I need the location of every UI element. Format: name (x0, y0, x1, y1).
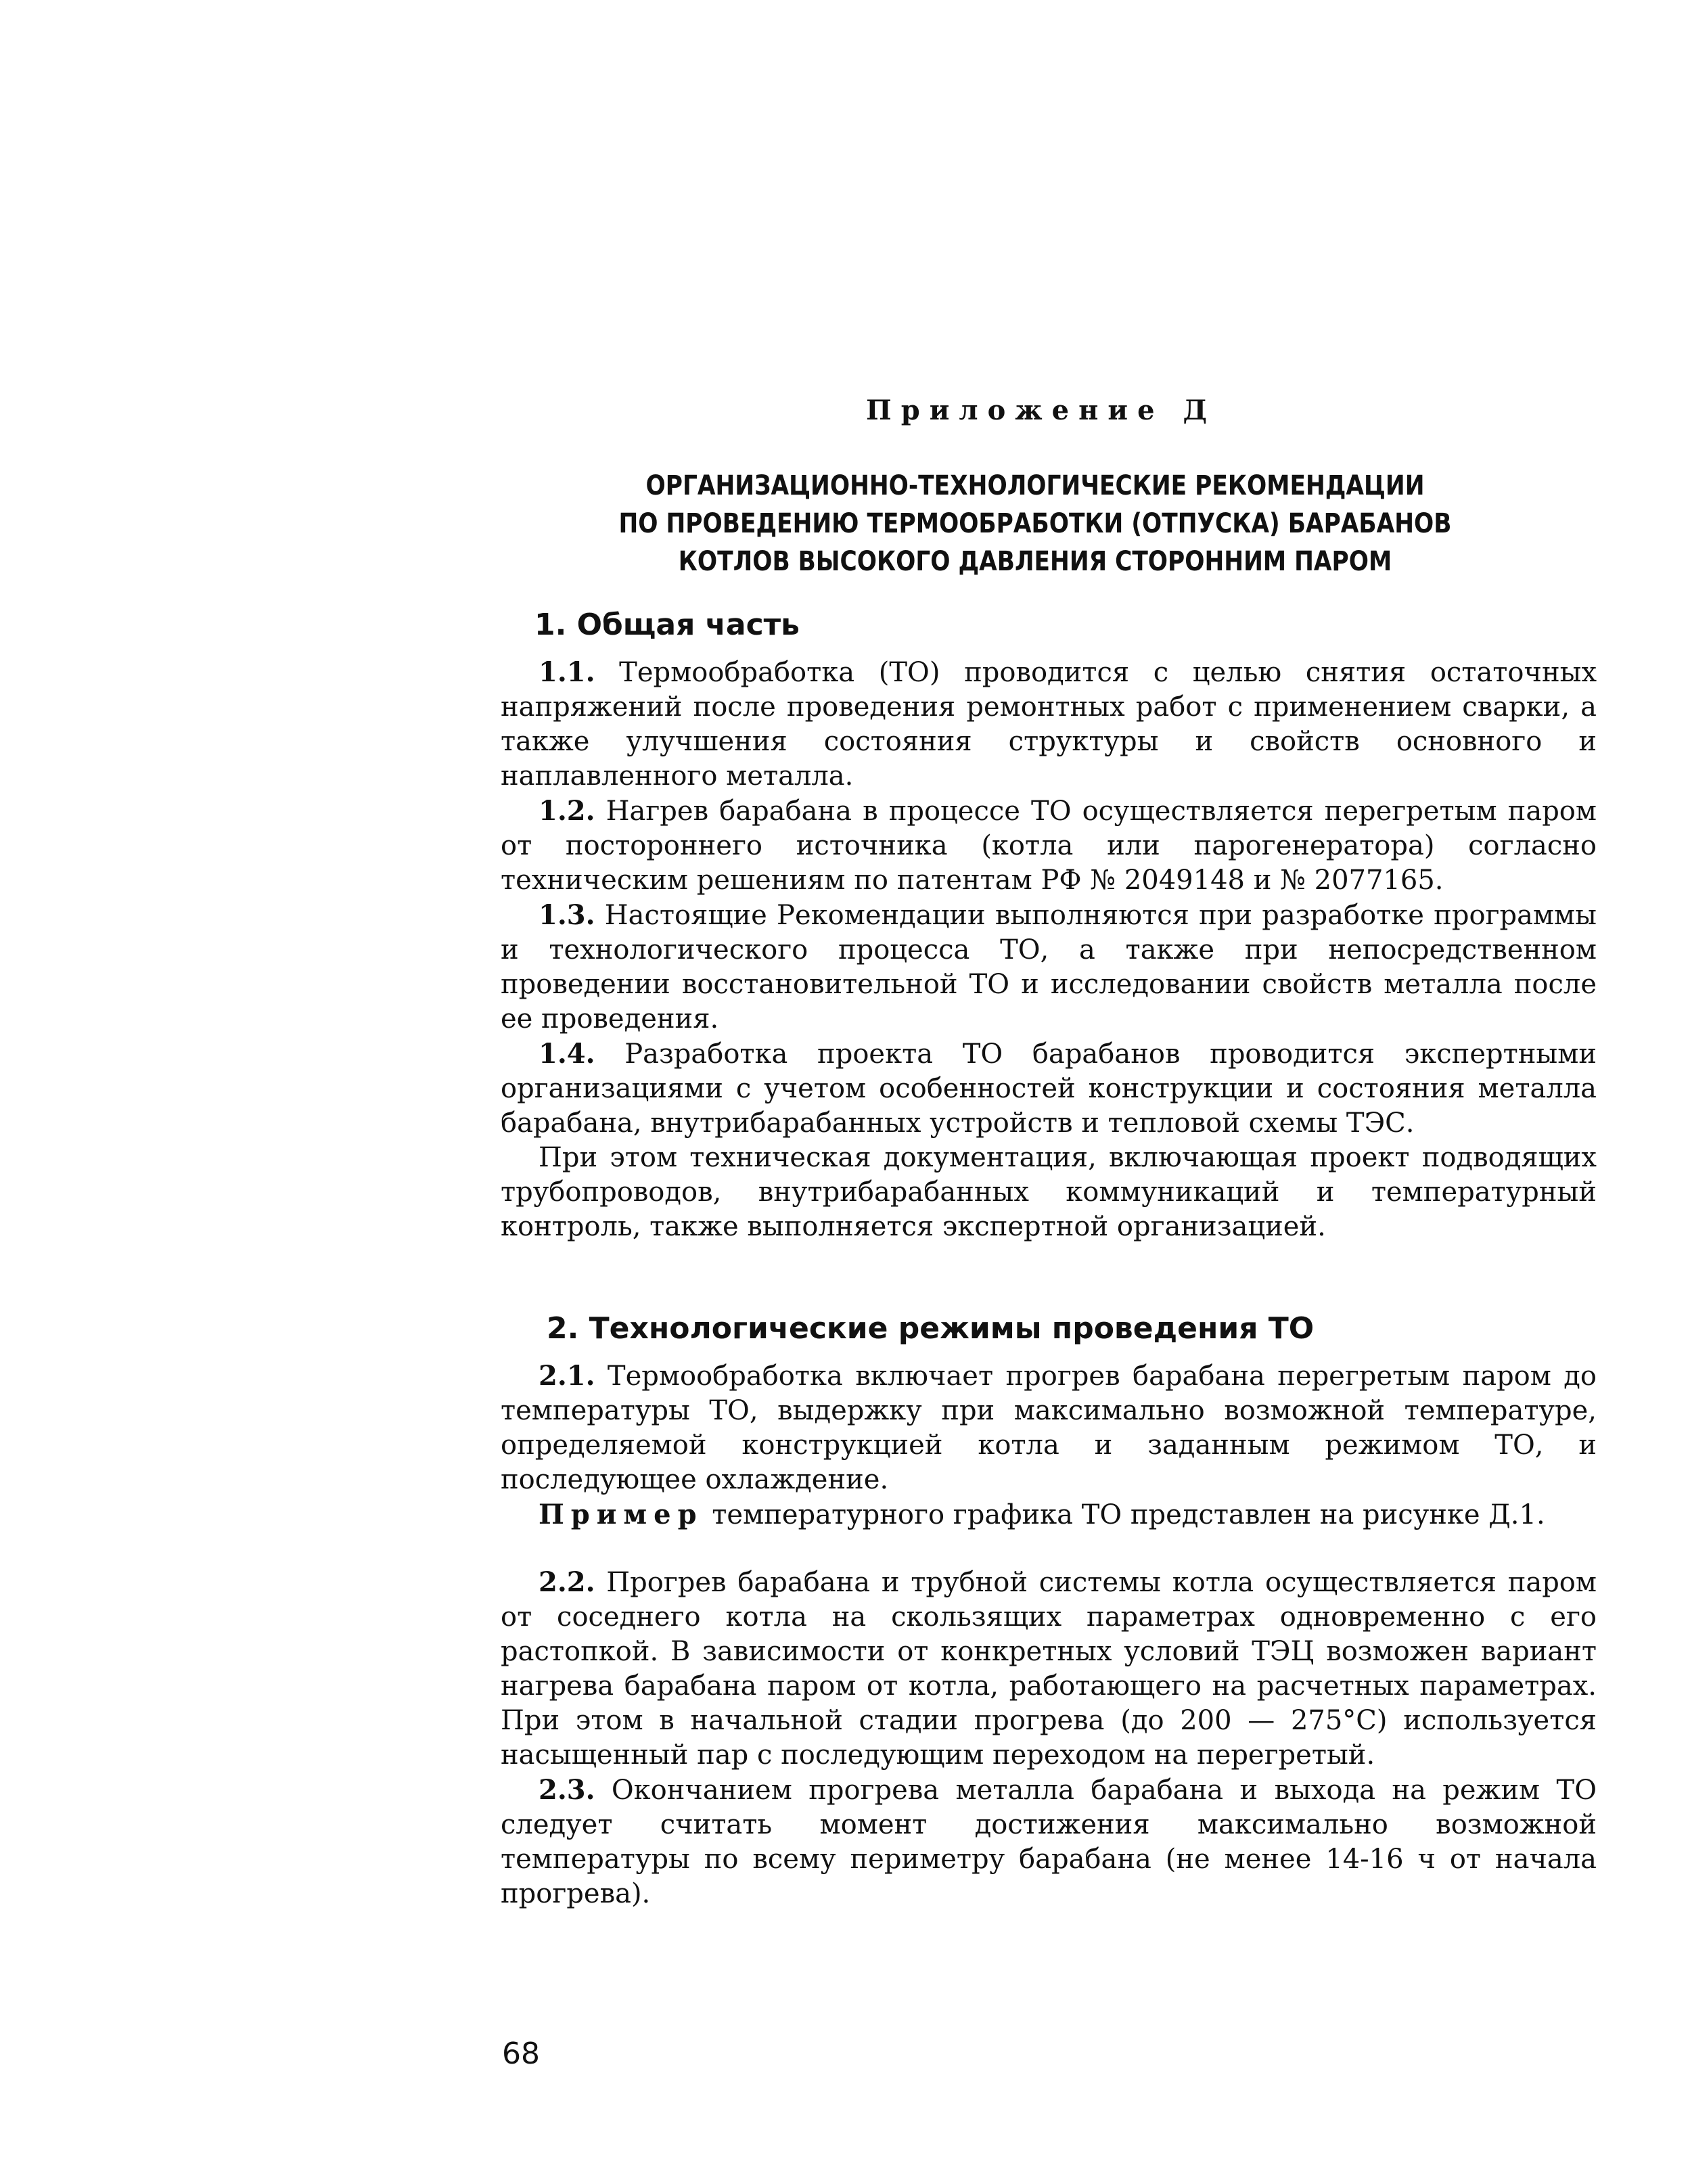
paragraph-text: При этом техническая документация, включающая проект подводящих трубопроводов, внутрибарабанных коммуникаций и температурный контроль, также выполняется экспертной организацией. (501, 1142, 1597, 1242)
paragraph-number: 1.3. (539, 899, 595, 931)
paragraph-2-2 (501, 1565, 1597, 1773)
paragraph-number: 1.4. (539, 1038, 595, 1070)
paragraph-text: Термообработка включает прогрев барабана перегретым паром до температуры ТО, выдержку при максимально возможной температуре, определяемой конструкцией котла и заданным режимом ТО, и последующее охлаждение. (501, 1361, 1597, 1495)
document-title (471, 467, 1599, 581)
paragraph-text: Разработка проекта ТО барабанов проводится экспертными организациями с учетом особенностей конструкции и состояния металла барабана, внутрибарабанных устройств и тепловой схемы ТЭС. (501, 1039, 1597, 1139)
paragraph-1-3 (501, 898, 1597, 1037)
paragraph-1-4-continued (501, 1141, 1597, 1244)
section-1-body (501, 655, 1597, 1244)
paragraph-1-4 (501, 1037, 1597, 1141)
title-line-2: ПО ПРОВЕДЕНИЮ ТЕРМООБРАБОТКИ (ОТПУСКА) БАРАБАНОВ (618, 508, 1452, 539)
example-note (501, 1497, 1597, 1532)
paragraph-text: Термообработка (ТО) проводится с целью снятия остаточных напряжений после проведения ремонтных работ с применением сварки, а также улучшения состояния структуры и свойств основного и наплавленного металла. (501, 657, 1597, 792)
paragraph-text: Прогрев барабана и трубной системы котла осуществляется паром от соседнего котла на скользящих параметрах одновременно с его растопкой. В зависимости от конкретных условий ТЭЦ возможен вариант нагрева барабана паром от котла, работающего на расчетных параметрах. При этом в начальной стадии прогрева (до 200 — 275°С) используется насыщенный пар с последующим переходом на перегретый. (501, 1567, 1597, 1771)
paragraph-text: Окончанием прогрева металла барабана и выхода на режим ТО следует считать момент достижения максимально возможной температуры по всему периметру барабана (не менее 14-16 ч от начала прогрева). (501, 1775, 1597, 1909)
paragraph-number: 2.2. (539, 1566, 595, 1598)
paragraph-1-2 (501, 794, 1597, 898)
example-text: температурного графика ТО представлен на рисунке Д.1. (703, 1499, 1545, 1530)
section-2-heading: 2. Технологические режимы проведения ТО (547, 1311, 1315, 1346)
paragraph-text: Нагрев барабана в процессе ТО осуществляется перегретым паром от постороннего источника (котла или парогенератора) согласно техническим решениям по патентам РФ № 2049148 и № 2077165. (501, 796, 1597, 896)
page-number: 68 (502, 2037, 540, 2071)
paragraph-1-1 (501, 655, 1597, 794)
section-1-heading: 1. Общая часть (534, 608, 800, 642)
paragraph-number: 2.1. (539, 1360, 595, 1392)
title-line-1: ОРГАНИЗАЦИОННО-ТЕХНОЛОГИЧЕСКИЕ РЕКОМЕНДАЦИИ (645, 470, 1425, 501)
paragraph-gap (501, 1532, 1597, 1565)
paragraph-number: 2.3. (539, 1774, 595, 1806)
paragraph-number: 1.2. (539, 795, 595, 827)
paragraph-2-1 (501, 1359, 1597, 1497)
section-2-body (501, 1359, 1597, 1911)
paragraph-2-3 (501, 1773, 1597, 1911)
paragraph-number: 1.1. (539, 656, 595, 688)
title-line-3: КОТЛОВ ВЫСОКОГО ДАВЛЕНИЯ СТОРОННИМ ПАРОМ (678, 546, 1392, 577)
example-label: Пример (539, 1499, 704, 1530)
appendix-label: Приложение Д (866, 394, 1217, 426)
paragraph-text: Настоящие Рекомендации выполняются при разработке программы и технологического процесса ТО, а также при непосредственном проведении восстановительной ТО и исследовании свойств металла после ее проведения. (501, 900, 1597, 1034)
